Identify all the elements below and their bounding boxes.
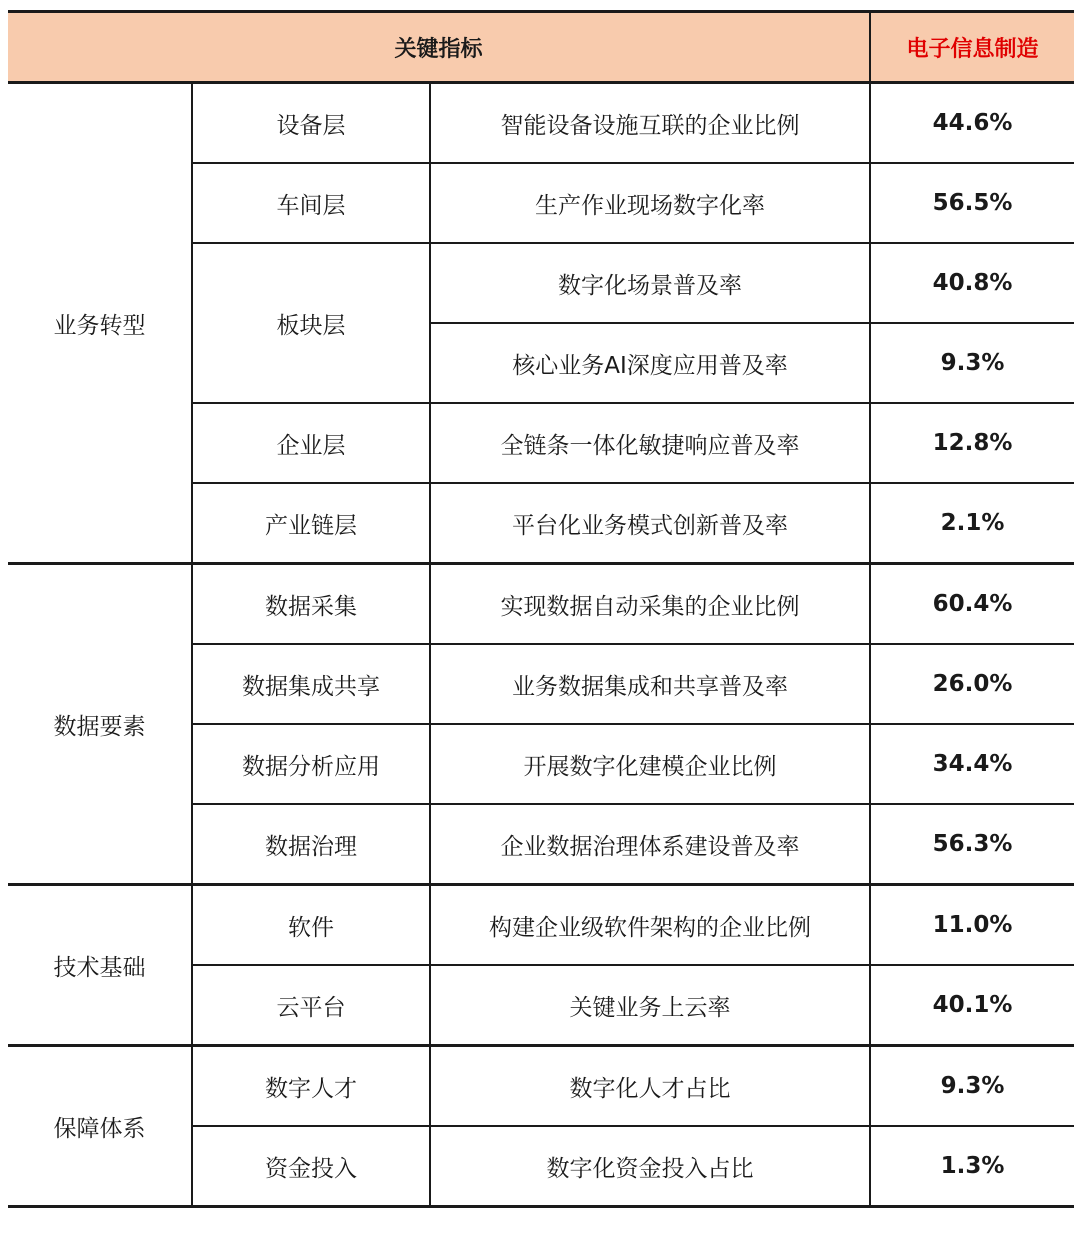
layer-cell: 云平台 [192, 965, 430, 1046]
metric-cell: 业务数据集成和共享普及率 [430, 644, 870, 724]
value-cell: 44.6% [870, 83, 1074, 164]
metric-cell: 平台化业务模式创新普及率 [430, 483, 870, 564]
indicator-table [8, 10, 1074, 1208]
metric-cell: 核心业务AI深度应用普及率 [430, 323, 870, 403]
layer-cell: 板块层 [192, 243, 430, 403]
table-row [8, 885, 1074, 966]
dimension-cell: 技术基础 [8, 885, 192, 1046]
metric-cell: 构建企业级软件架构的企业比例 [430, 885, 870, 966]
value-cell: 40.1% [870, 965, 1074, 1046]
metric-cell: 数字化资金投入占比 [430, 1126, 870, 1207]
value-cell: 40.8% [870, 243, 1074, 323]
layer-cell: 数据采集 [192, 564, 430, 645]
industry-header: 电子信息制造 [870, 12, 1074, 83]
table-row [8, 564, 1074, 645]
table-row [8, 1046, 1074, 1127]
table-header-row [8, 12, 1074, 83]
indicator-table-container [8, 10, 1074, 1208]
table-body [8, 83, 1074, 1207]
metric-cell: 数字化人才占比 [430, 1046, 870, 1127]
value-cell: 34.4% [870, 724, 1074, 804]
value-cell: 9.3% [870, 323, 1074, 403]
value-cell: 9.3% [870, 1046, 1074, 1127]
value-cell: 12.8% [870, 403, 1074, 483]
dimension-cell: 业务转型 [8, 83, 192, 564]
layer-cell: 软件 [192, 885, 430, 966]
value-cell: 56.5% [870, 163, 1074, 243]
layer-cell: 企业层 [192, 403, 430, 483]
layer-cell: 数据治理 [192, 804, 430, 885]
metric-cell: 智能设备设施互联的企业比例 [430, 83, 870, 164]
value-cell: 60.4% [870, 564, 1074, 645]
layer-cell: 数据分析应用 [192, 724, 430, 804]
metric-cell: 企业数据治理体系建设普及率 [430, 804, 870, 885]
metric-cell: 实现数据自动采集的企业比例 [430, 564, 870, 645]
value-cell: 26.0% [870, 644, 1074, 724]
value-cell: 1.3% [870, 1126, 1074, 1207]
layer-cell: 车间层 [192, 163, 430, 243]
indicator-header: 关键指标 [8, 12, 870, 83]
metric-cell: 全链条一体化敏捷响应普及率 [430, 403, 870, 483]
metric-cell: 开展数字化建模企业比例 [430, 724, 870, 804]
metric-cell: 生产作业现场数字化率 [430, 163, 870, 243]
metric-cell: 关键业务上云率 [430, 965, 870, 1046]
layer-cell: 产业链层 [192, 483, 430, 564]
value-cell: 11.0% [870, 885, 1074, 966]
table-row [8, 83, 1074, 164]
layer-cell: 数据集成共享 [192, 644, 430, 724]
metric-cell: 数字化场景普及率 [430, 243, 870, 323]
value-cell: 2.1% [870, 483, 1074, 564]
value-cell: 56.3% [870, 804, 1074, 885]
dimension-cell: 保障体系 [8, 1046, 192, 1207]
layer-cell: 资金投入 [192, 1126, 430, 1207]
dimension-cell: 数据要素 [8, 564, 192, 885]
layer-cell: 数字人才 [192, 1046, 430, 1127]
layer-cell: 设备层 [192, 83, 430, 164]
